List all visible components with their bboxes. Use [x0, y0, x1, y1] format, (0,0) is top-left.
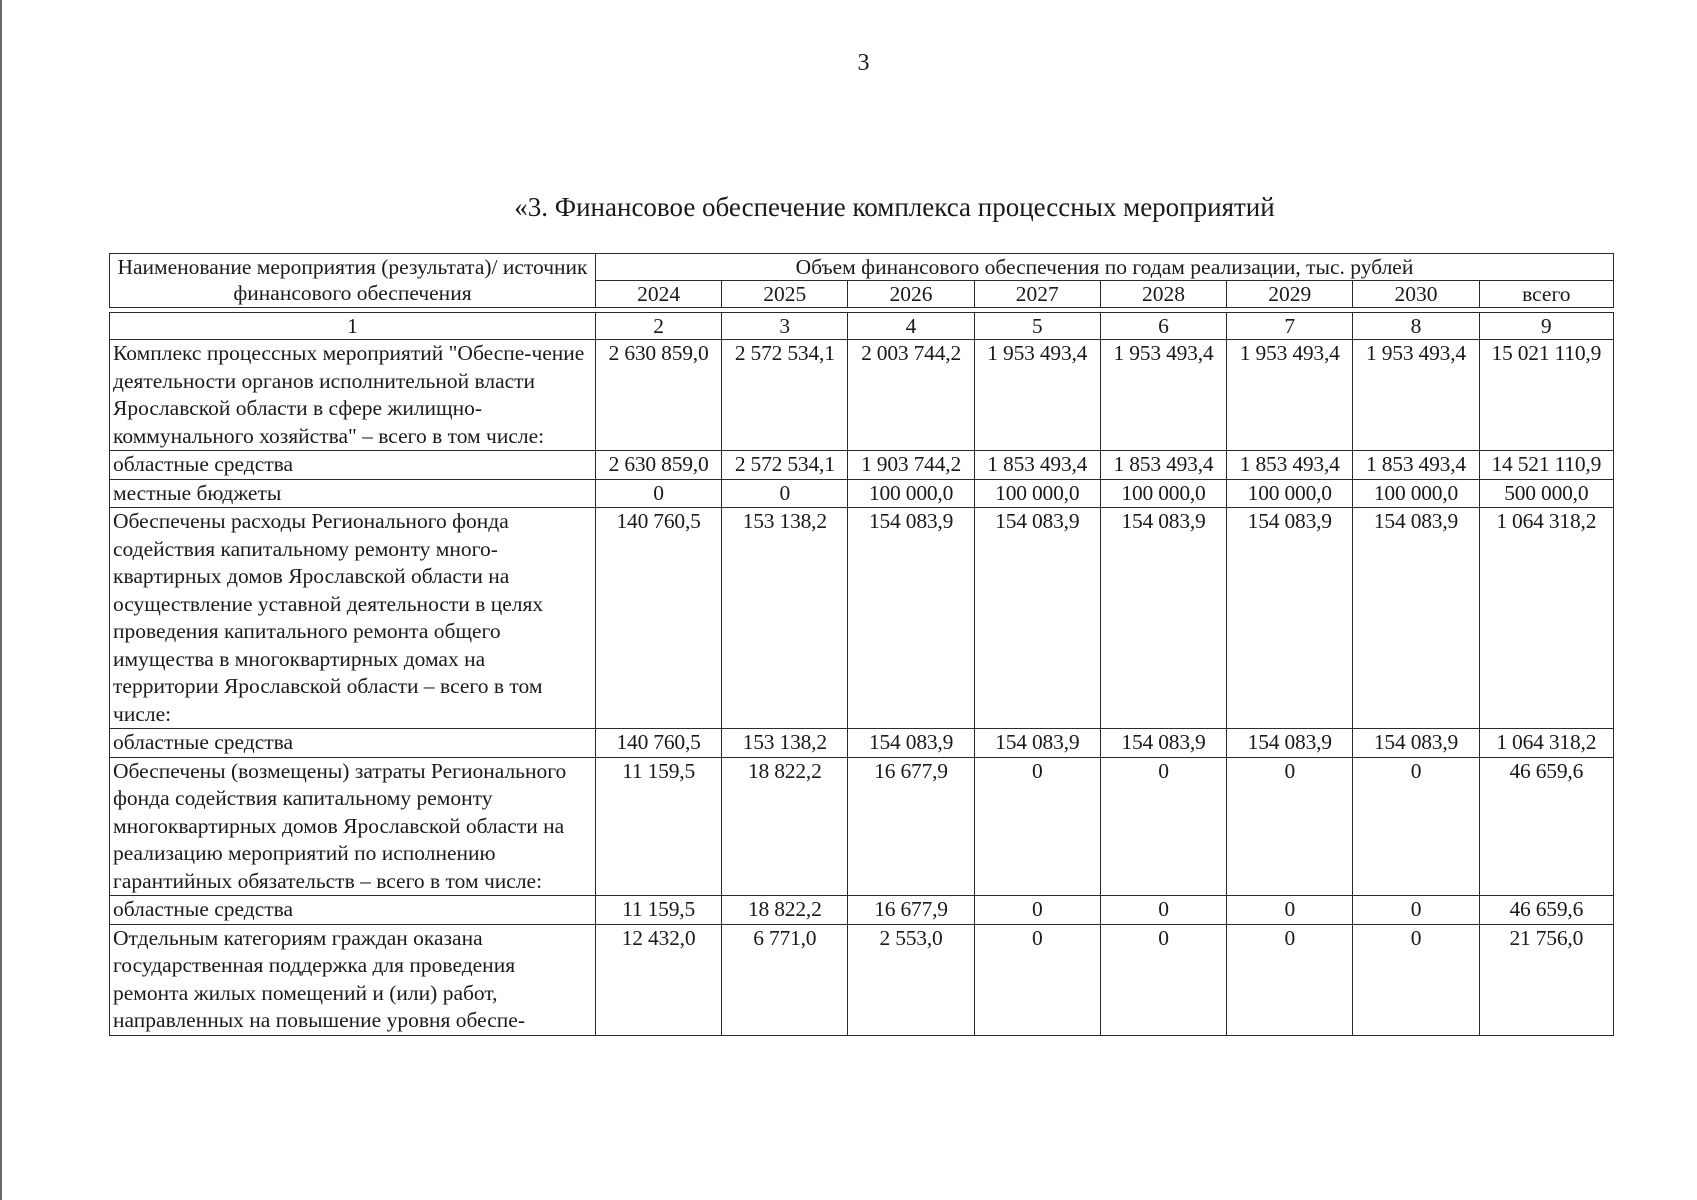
value-cell: 1 853 493,4: [1353, 451, 1479, 480]
year-header: 2029: [1227, 281, 1353, 308]
year-header: 2024: [595, 281, 721, 308]
total-cell: 1 064 318,2: [1479, 729, 1613, 758]
funding-source: областные средства: [110, 896, 596, 925]
value-cell: 154 083,9: [1353, 508, 1479, 729]
value-cell: 1 953 493,4: [1100, 340, 1226, 451]
value-cell: 100 000,0: [1227, 479, 1353, 508]
table-row: [110, 479, 1614, 508]
value-cell: 2 553,0: [848, 924, 974, 1035]
value-cell: 2 630 859,0: [595, 340, 721, 451]
value-cell: 154 083,9: [1353, 729, 1479, 758]
value-cell: 1 853 493,4: [1227, 451, 1353, 480]
value-cell: 100 000,0: [848, 479, 974, 508]
value-cell: 154 083,9: [848, 508, 974, 729]
total-cell: 15 021 110,9: [1479, 340, 1613, 451]
value-cell: 1 953 493,4: [1227, 340, 1353, 451]
value-cell: 1 953 493,4: [1353, 340, 1479, 451]
value-cell: 154 083,9: [1100, 508, 1226, 729]
value-cell: 0: [722, 479, 848, 508]
value-cell: 154 083,9: [1227, 508, 1353, 729]
financing-group-header: Объем финансового обеспечения по годам реализации, тыс. рублей: [595, 254, 1613, 281]
total-cell: 1 064 318,2: [1479, 508, 1613, 729]
column-number: 7: [1227, 313, 1353, 340]
total-header: всего: [1479, 281, 1613, 308]
value-cell: 100 000,0: [974, 479, 1100, 508]
measure-name: Обеспечены (возмещены) затраты Регионального фонда содействия капитальному ремонту многоквартирных домов Ярославской области на реализацию мероприятий по исполнению гарантийных обязательств – всего в том числе:: [110, 757, 596, 896]
measure-name: Отдельным категориям граждан оказана государственная поддержка для проведения ремонта жилых помещений и (или) работ, направленных на повышение уровня обеспе-: [110, 924, 596, 1035]
total-cell: 46 659,6: [1479, 757, 1613, 896]
funding-source: областные средства: [110, 729, 596, 758]
year-header: 2026: [848, 281, 974, 308]
value-cell: 2 630 859,0: [595, 451, 721, 480]
value-cell: 1 853 493,4: [974, 451, 1100, 480]
value-cell: 0: [1100, 757, 1226, 896]
table-row: [110, 451, 1614, 480]
measure-name: Обеспечены расходы Регионального фонда содействия капитальному ремонту много-квартирных домов Ярославской области на осуществление уставной деятельности в целях проведения капитального ремонта общего имущества в многоквартирных домах на территории Ярославской области – всего в том числе:: [110, 508, 596, 729]
page-number: 3: [857, 50, 870, 76]
value-cell: 0: [595, 479, 721, 508]
value-cell: 154 083,9: [1227, 729, 1353, 758]
table-row: [110, 508, 1614, 729]
measure-name: Комплекс процессных мероприятий "Обеспе-чение деятельности органов исполнительной власти Ярославской области в сфере жилищно-коммунального хозяйства" – всего в том числе:: [110, 340, 596, 451]
year-header: 2027: [974, 281, 1100, 308]
value-cell: 18 822,2: [722, 896, 848, 925]
table-row: [110, 896, 1614, 925]
year-header: 2028: [1100, 281, 1226, 308]
year-header: 2025: [722, 281, 848, 308]
table-row: [110, 340, 1614, 451]
value-cell: 140 760,5: [595, 729, 721, 758]
value-cell: 0: [1353, 757, 1479, 896]
value-cell: 154 083,9: [848, 729, 974, 758]
value-cell: 16 677,9: [848, 896, 974, 925]
value-cell: 12 432,0: [595, 924, 721, 1035]
page-left-edge: [0, 0, 2, 1200]
value-cell: 153 138,2: [722, 508, 848, 729]
value-cell: 140 760,5: [595, 508, 721, 729]
column-number: 8: [1353, 313, 1479, 340]
value-cell: 0: [974, 757, 1100, 896]
value-cell: 0: [974, 924, 1100, 1035]
value-cell: 154 083,9: [974, 508, 1100, 729]
value-cell: 0: [1100, 896, 1226, 925]
value-cell: 0: [1353, 924, 1479, 1035]
column-number: 9: [1479, 313, 1613, 340]
value-cell: 11 159,5: [595, 757, 721, 896]
column-number: 1: [110, 313, 596, 340]
value-cell: 0: [1353, 896, 1479, 925]
value-cell: 2 572 534,1: [722, 451, 848, 480]
table-row: [110, 729, 1614, 758]
value-cell: 2 003 744,2: [848, 340, 974, 451]
value-cell: 0: [1100, 924, 1226, 1035]
value-cell: 18 822,2: [722, 757, 848, 896]
value-cell: 100 000,0: [1353, 479, 1479, 508]
total-cell: 46 659,6: [1479, 896, 1613, 925]
value-cell: 100 000,0: [1100, 479, 1226, 508]
value-cell: 0: [974, 896, 1100, 925]
column-number: 5: [974, 313, 1100, 340]
column-number: 4: [848, 313, 974, 340]
total-cell: 21 756,0: [1479, 924, 1613, 1035]
value-cell: 1 853 493,4: [1100, 451, 1226, 480]
funding-source: местные бюджеты: [110, 479, 596, 508]
value-cell: 0: [1227, 924, 1353, 1035]
value-cell: 2 572 534,1: [722, 340, 848, 451]
total-cell: 500 000,0: [1479, 479, 1613, 508]
funding-source: областные средства: [110, 451, 596, 480]
value-cell: 1 903 744,2: [848, 451, 974, 480]
value-cell: 154 083,9: [1100, 729, 1226, 758]
year-header: 2030: [1353, 281, 1479, 308]
page-title: «3. Финансовое обеспечение комплекса процессных мероприятий: [514, 192, 1275, 222]
value-cell: 1 953 493,4: [974, 340, 1100, 451]
column-number: 6: [1100, 313, 1226, 340]
table-header-row-1: [110, 254, 1614, 281]
value-cell: 0: [1227, 757, 1353, 896]
financing-table: [109, 253, 1614, 1036]
value-cell: 11 159,5: [595, 896, 721, 925]
column-number: 3: [722, 313, 848, 340]
column-number: 2: [595, 313, 721, 340]
value-cell: 6 771,0: [722, 924, 848, 1035]
value-cell: 153 138,2: [722, 729, 848, 758]
value-cell: 0: [1227, 896, 1353, 925]
total-cell: 14 521 110,9: [1479, 451, 1613, 480]
table-row: [110, 924, 1614, 1035]
value-cell: 16 677,9: [848, 757, 974, 896]
name-column-header: Наименование мероприятия (результата)/ источник финансового обеспечения: [110, 254, 596, 308]
table-row: [110, 757, 1614, 896]
column-number-row: [110, 313, 1614, 340]
value-cell: 154 083,9: [974, 729, 1100, 758]
